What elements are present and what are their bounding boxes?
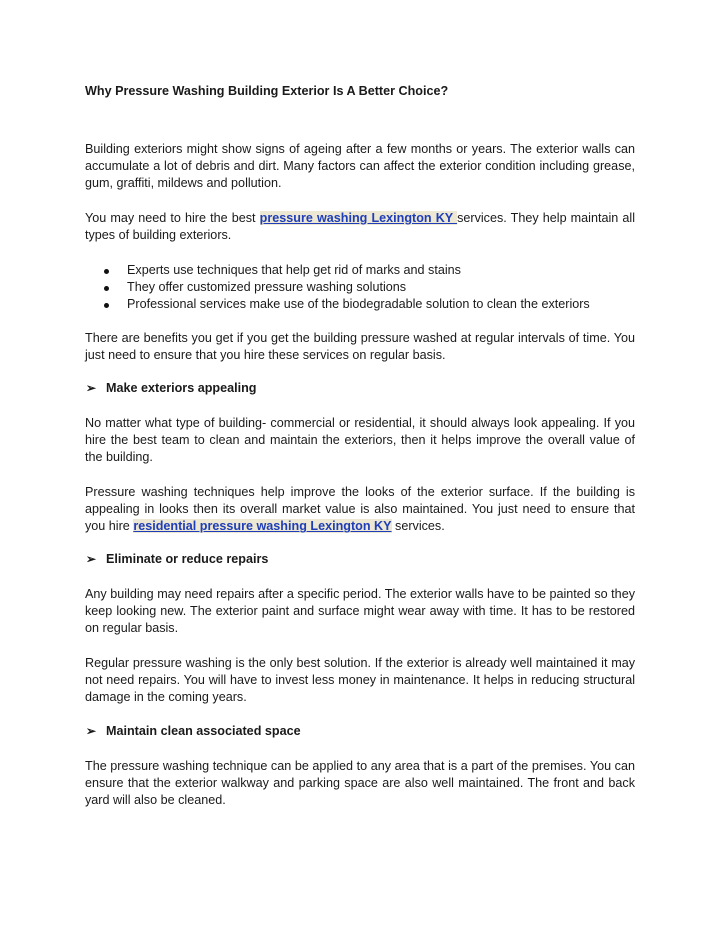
heading-text: Make exteriors appealing xyxy=(106,381,257,395)
paragraph-intro: Building exteriors might show signs of ageing after a few months or years. The exterior walls can accumulate a lot of debris and dirt. Many factors can affect the exterior condition including grease, gum, graffiti, mildews and pollution. xyxy=(85,142,635,191)
paragraph-associated-space: The pressure washing technique can be applied to any area that is a part of the premises. You can ensure that the exterior walkway and parking space are also well maintained. The front and back yard will also be cleaned. xyxy=(85,759,635,808)
paragraph-market-value xyxy=(85,484,635,536)
paragraph-hire-after: services. They help maintain all types of building exteriors. xyxy=(85,211,635,243)
paragraph-regular-washing: Regular pressure washing is the only best solution. If the exterior is already well maintained it may not need repairs. You will have to invest less money in maintenance. It helps in reducing structural damage in the coming years. xyxy=(85,656,635,705)
paragraph-repairs: Any building may need repairs after a specific period. The exterior walls have to be painted so they keep looking new. The exterior paint and surface might wear away with time. It has to be restored on regular basis. xyxy=(85,587,635,636)
paragraph-hire xyxy=(85,210,635,244)
pressure-washing-link[interactable]: pressure washing Lexington KY xyxy=(259,211,458,225)
arrow-bullet-icon: ➢ xyxy=(86,724,97,738)
paragraph-appealing: No matter what type of building- commercial or residential, it should always look appealing. If you hire the best team to clean and maintain the exteriors, then it helps improve the overall value of the building. xyxy=(85,416,635,465)
list-item xyxy=(85,262,635,279)
list-item xyxy=(85,279,635,296)
paragraph-market-value-after: services. xyxy=(391,519,445,534)
benefits-list xyxy=(85,262,635,313)
bullet-dot-icon xyxy=(104,286,109,291)
residential-pressure-washing-link[interactable]: residential pressure washing Lexington KY xyxy=(133,519,392,534)
heading-text: Eliminate or reduce repairs xyxy=(106,552,269,566)
paragraph-hire-before: You may need to hire the best xyxy=(85,211,260,225)
list-item-text: Professional services make use of the biodegradable solution to clean the exteriors xyxy=(127,297,590,311)
paragraph-market-value-before: Pressure washing techniques help improve the looks of the exterior surface. If the building is appealing in looks then its overall market value is also maintained. You just need to ensure that you hire xyxy=(85,485,635,534)
arrow-bullet-icon: ➢ xyxy=(86,552,97,566)
document-title: Why Pressure Washing Building Exterior Is A Better Choice? xyxy=(85,84,449,98)
arrow-bullet-icon: ➢ xyxy=(86,381,97,395)
bullet-dot-icon xyxy=(104,269,109,274)
list-item-text: Experts use techniques that help get rid of marks and stains xyxy=(127,263,461,277)
bullet-dot-icon xyxy=(104,303,109,308)
paragraph-benefits: There are benefits you get if you get the building pressure washed at regular intervals of time. You just need to ensure that you hire these services on regular basis. xyxy=(85,331,635,363)
list-item-text: They offer customized pressure washing solutions xyxy=(127,280,407,294)
heading-text: Maintain clean associated space xyxy=(106,724,301,738)
list-item xyxy=(85,296,635,313)
